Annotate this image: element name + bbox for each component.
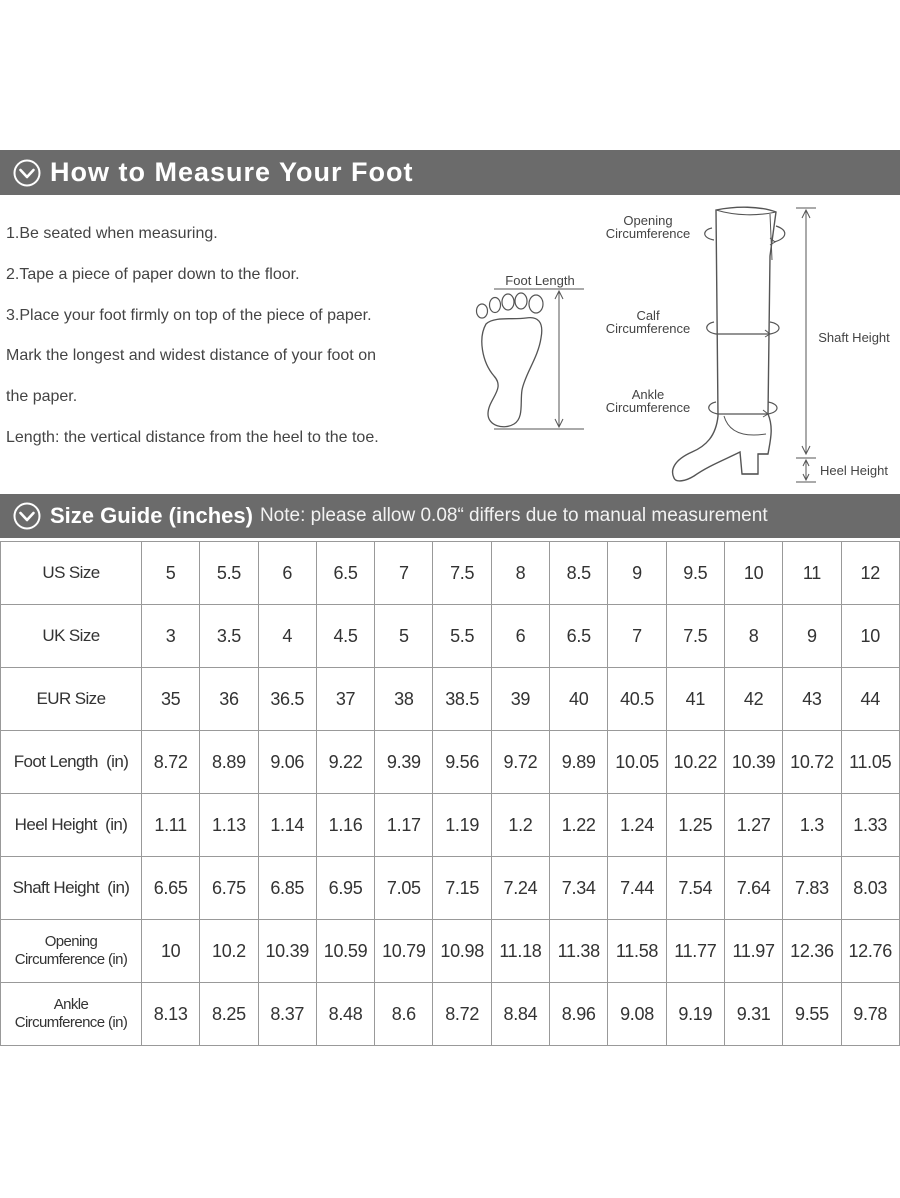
size-cell: 1.17 [375, 794, 433, 857]
size-cell: 39 [491, 668, 549, 731]
size-cell: 8.72 [433, 983, 491, 1046]
size-cell: 6.5 [316, 542, 374, 605]
size-cell: 6.65 [142, 857, 200, 920]
size-cell: 1.22 [550, 794, 608, 857]
size-cell: 6.95 [316, 857, 374, 920]
size-cell: 3 [142, 605, 200, 668]
size-table [0, 541, 900, 1046]
size-cell: 9 [608, 542, 666, 605]
opening-circumference-label: Opening Circumference [605, 213, 691, 241]
size-cell: 6.75 [200, 857, 258, 920]
size-cell: 10.22 [666, 731, 724, 794]
table-row [1, 794, 900, 857]
size-cell: 10 [841, 605, 899, 668]
step-text: Mark the longest and widest distance of your foot on [6, 347, 376, 365]
row-label: Ankle Circumference (in) [1, 983, 142, 1046]
measure-banner [0, 150, 900, 195]
size-cell: 12 [841, 542, 899, 605]
size-cell: 9.39 [375, 731, 433, 794]
size-cell: 7 [375, 542, 433, 605]
size-cell: 7 [608, 605, 666, 668]
table-row [1, 605, 900, 668]
size-cell: 38.5 [433, 668, 491, 731]
row-label: Foot Length (in) [1, 731, 142, 794]
size-cell: 1.14 [258, 794, 316, 857]
size-cell: 8.13 [142, 983, 200, 1046]
size-guide-note: Note: please allow 0.08“ differs due to manual measurement [259, 505, 768, 526]
size-cell: 6.5 [550, 605, 608, 668]
size-cell: 9.31 [724, 983, 782, 1046]
size-cell: 9.72 [491, 731, 549, 794]
size-cell: 1.16 [316, 794, 374, 857]
size-cell: 11.97 [724, 920, 782, 983]
size-cell: 7.83 [783, 857, 841, 920]
size-cell: 6.85 [258, 857, 316, 920]
measure-steps [6, 218, 466, 463]
size-cell: 40 [550, 668, 608, 731]
chevron-down-circle-icon [12, 501, 42, 531]
size-cell: 9 [783, 605, 841, 668]
table-row [1, 542, 900, 605]
size-cell: 41 [666, 668, 724, 731]
size-cell: 11.18 [491, 920, 549, 983]
size-cell: 8.96 [550, 983, 608, 1046]
size-cell: 9.5 [666, 542, 724, 605]
size-cell: 6 [258, 542, 316, 605]
size-cell: 43 [783, 668, 841, 731]
size-cell: 9.56 [433, 731, 491, 794]
size-cell: 11.05 [841, 731, 899, 794]
size-cell: 7.15 [433, 857, 491, 920]
foot-outline-icon [466, 262, 591, 437]
step-text: 3.Place your foot firmly on top of the piece of paper. [6, 306, 372, 324]
size-cell: 1.19 [433, 794, 491, 857]
size-cell: 8.37 [258, 983, 316, 1046]
size-cell: 40.5 [608, 668, 666, 731]
size-cell: 5.5 [200, 542, 258, 605]
size-cell: 8.72 [142, 731, 200, 794]
size-cell: 1.33 [841, 794, 899, 857]
size-cell: 7.5 [666, 605, 724, 668]
size-cell: 11.77 [666, 920, 724, 983]
size-cell: 12.36 [783, 920, 841, 983]
size-cell: 3.5 [200, 605, 258, 668]
size-cell: 5 [375, 605, 433, 668]
size-cell: 9.78 [841, 983, 899, 1046]
size-cell: 8.03 [841, 857, 899, 920]
size-cell: 11.58 [608, 920, 666, 983]
size-cell: 4 [258, 605, 316, 668]
size-cell: 9.55 [783, 983, 841, 1046]
row-label: UK Size [1, 605, 142, 668]
size-cell: 38 [375, 668, 433, 731]
size-guide-title: Size Guide (inches) [50, 503, 253, 528]
row-label: Shaft Height (in) [1, 857, 142, 920]
row-label: US Size [1, 542, 142, 605]
row-label: Heel Height (in) [1, 794, 142, 857]
size-cell: 10.72 [783, 731, 841, 794]
size-cell: 42 [724, 668, 782, 731]
size-cell: 37 [316, 668, 374, 731]
size-cell: 10.79 [375, 920, 433, 983]
heel-height-label: Heel Height [820, 463, 888, 478]
size-cell: 8.5 [550, 542, 608, 605]
size-cell: 7.5 [433, 542, 491, 605]
size-cell: 10 [724, 542, 782, 605]
size-cell: 7.05 [375, 857, 433, 920]
size-cell: 10.39 [724, 731, 782, 794]
foot-length-label: Foot Length [505, 273, 575, 288]
size-cell: 10.98 [433, 920, 491, 983]
size-cell: 7.64 [724, 857, 782, 920]
measure-title: How to Measure Your Foot [50, 157, 414, 187]
size-cell: 1.24 [608, 794, 666, 857]
size-cell: 1.13 [200, 794, 258, 857]
table-row [1, 668, 900, 731]
size-cell: 8.6 [375, 983, 433, 1046]
size-cell: 10.39 [258, 920, 316, 983]
size-cell: 11.38 [550, 920, 608, 983]
size-cell: 8 [724, 605, 782, 668]
size-cell: 8.48 [316, 983, 374, 1046]
step-text: 2.Tape a piece of paper down to the floor. [6, 265, 300, 283]
size-cell: 9.06 [258, 731, 316, 794]
calf-circumference-label: Calf Circumference [605, 308, 691, 336]
size-cell: 44 [841, 668, 899, 731]
size-cell: 10.59 [316, 920, 374, 983]
size-cell: 1.27 [724, 794, 782, 857]
table-row [1, 983, 900, 1046]
row-label: EUR Size [1, 668, 142, 731]
boot-outline-icon [598, 202, 820, 492]
size-cell: 6 [491, 605, 549, 668]
size-cell: 5 [142, 542, 200, 605]
size-cell: 7.44 [608, 857, 666, 920]
size-cell: 9.22 [316, 731, 374, 794]
table-row [1, 920, 900, 983]
table-row [1, 731, 900, 794]
step-text: 1.Be seated when measuring. [6, 225, 218, 242]
size-cell: 9.08 [608, 983, 666, 1046]
size-cell: 9.19 [666, 983, 724, 1046]
table-row [1, 857, 900, 920]
size-cell: 5.5 [433, 605, 491, 668]
size-cell: 8 [491, 542, 549, 605]
step-text: the paper. [6, 388, 78, 406]
size-cell: 1.11 [142, 794, 200, 857]
size-cell: 1.2 [491, 794, 549, 857]
size-cell: 7.34 [550, 857, 608, 920]
size-cell: 8.84 [491, 983, 549, 1046]
shaft-height-label: Shaft Height [818, 330, 890, 345]
size-cell: 7.24 [491, 857, 549, 920]
size-cell: 4.5 [316, 605, 374, 668]
size-cell: 1.3 [783, 794, 841, 857]
row-label: Opening Circumference (in) [1, 920, 142, 983]
size-cell: 12.76 [841, 920, 899, 983]
size-cell: 36.5 [258, 668, 316, 731]
size-cell: 36 [200, 668, 258, 731]
ankle-circumference-label: Ankle Circumference [605, 387, 691, 415]
size-guide-banner [0, 494, 900, 538]
size-cell: 35 [142, 668, 200, 731]
size-cell: 10.2 [200, 920, 258, 983]
size-cell: 9.89 [550, 731, 608, 794]
chevron-down-circle-icon [12, 158, 42, 188]
step-text: Length: the vertical distance from the heel to the toe. [6, 428, 379, 446]
size-cell: 7.54 [666, 857, 724, 920]
size-cell: 8.25 [200, 983, 258, 1046]
size-cell: 10.05 [608, 731, 666, 794]
size-cell: 11 [783, 542, 841, 605]
size-cell: 1.25 [666, 794, 724, 857]
size-cell: 8.89 [200, 731, 258, 794]
size-cell: 10 [142, 920, 200, 983]
